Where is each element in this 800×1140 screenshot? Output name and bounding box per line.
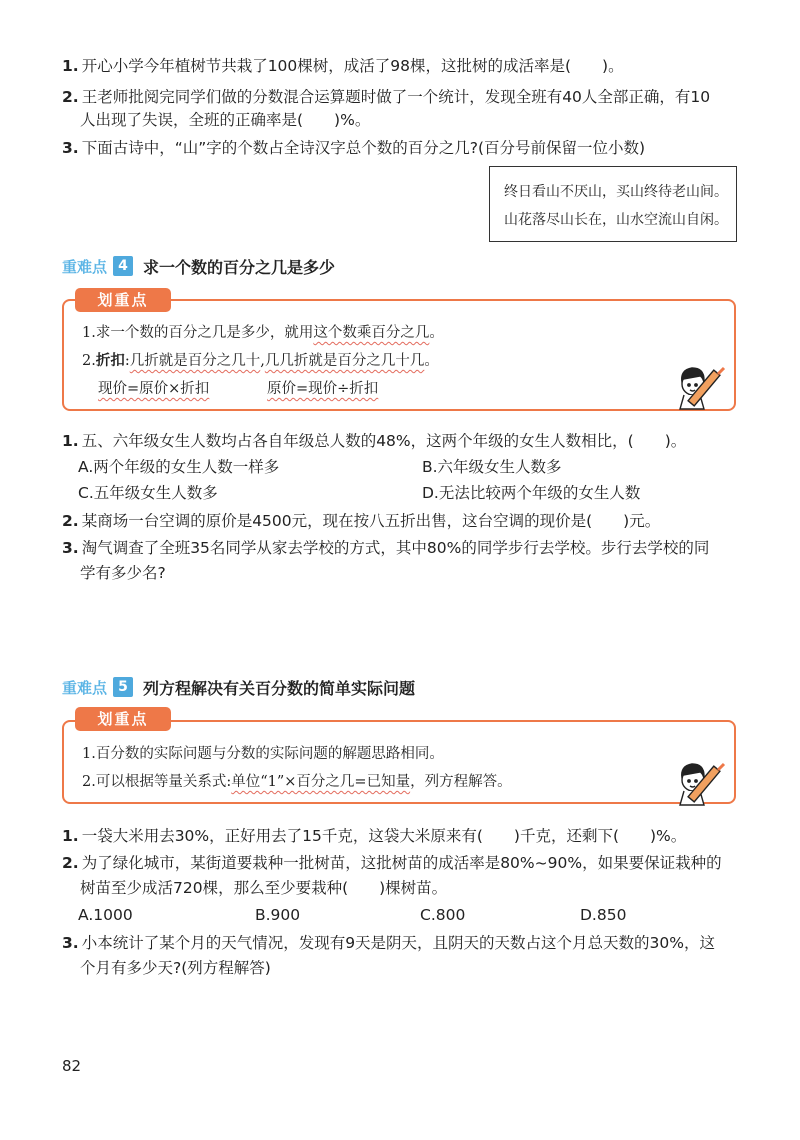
option-c: C.800 <box>420 906 466 924</box>
option-c: C.五年级女生人数多 <box>78 484 218 502</box>
s4-question-3: 3. 淘气调查了全班35名同学从家去学校的方式，其中80%的同学步行去学校。步行去学校的同 <box>62 539 710 557</box>
s5-question-2: 2. 为了绿化城市，某街道要栽种一批树苗，这批树苗的成活率是80%~90%，如果要保证栽种的 <box>62 854 722 872</box>
key-point-1: 1.求一个数的百分之几是多少，就用这个数乘百分之几。 <box>82 325 444 341</box>
formula-2: 原价=现价÷折扣 <box>267 381 379 397</box>
question-1: 1. 开心小学今年植树节共栽了100棵树，成活了98棵，这批树的成活率是( )。 <box>62 57 624 75</box>
key-point-2: 2.折扣:几折就是百分之几十,几几折就是百分之几十几。 <box>82 353 439 369</box>
question-2: 2. 王老师批阅完同学们做的分数混合运算题时做了一个统计，发现全班有40人全部正确，有10 <box>62 88 711 106</box>
option-a: A.1000 <box>78 906 133 924</box>
key-point-1: 1.百分数的实际问题与分数的实际问题的解题思路相同。 <box>82 746 444 762</box>
poem-line-1: 终日看山不厌山，买山终待老山间。 <box>504 184 728 200</box>
key-points-tab-5: 划重点 <box>75 707 171 731</box>
key-point-2: 2.可以根据等量关系式:单位“1”×百分之几=已知量，列方程解答。 <box>82 774 512 790</box>
s5-question-2-cont: 树苗至少成活720棵，那么至少要栽种( )棵树苗。 <box>80 879 448 897</box>
option-d: D.无法比较两个年级的女生人数 <box>422 484 641 502</box>
option-b: B.六年级女生人数多 <box>422 458 562 476</box>
question-3: 3. 下面古诗中，“山”字的个数占全诗汉字总个数的百分之几?(百分号前保留一位小数) <box>62 139 646 157</box>
question-2-cont: 人出现了失误，全班的正确率是( )%。 <box>80 111 371 129</box>
option-a: A.两个年级的女生人数一样多 <box>78 458 280 476</box>
s4-question-2: 2. 某商场一台空调的原价是4500元，现在按八五折出售，这台空调的现价是( )元。 <box>62 512 661 530</box>
poem-line-2: 山花落尽山长在，山水空流山自闲。 <box>504 212 728 228</box>
s4-question-1: 1. 五、六年级女生人数均占各自年级总人数的48%，这两个年级的女生人数相比，( )。 <box>62 432 687 450</box>
s5-question-3-cont: 个月有多少天?(列方程解答) <box>80 959 271 977</box>
page-number: 82 <box>62 1057 82 1075</box>
boy-with-pencil-icon <box>664 760 728 812</box>
s4-question-3-cont: 学有多少名? <box>80 564 166 582</box>
poem-box <box>489 166 737 242</box>
section-5-heading: 重难点 5 列方程解决有关百分数的简单实际问题 <box>62 678 416 698</box>
boy-with-pencil-icon <box>664 364 728 416</box>
key-points-box-4 <box>62 299 736 411</box>
option-d: D.850 <box>580 906 627 924</box>
section-number-badge: 4 <box>113 256 133 276</box>
section-number-badge: 5 <box>113 677 133 697</box>
formula-1: 现价=原价×折扣 <box>98 381 210 397</box>
option-b: B.900 <box>255 906 301 924</box>
s5-question-1: 1. 一袋大米用去30%，正好用去了15千克，这袋大米原来有( )千克，还剩下( )%。 <box>62 827 687 845</box>
section-4-heading: 重难点 4 求一个数的百分之几是多少 <box>62 257 336 277</box>
s5-question-3: 3. 小本统计了某个月的天气情况，发现有9天是阴天，且阴天的天数占这个月总天数的30%，这 <box>62 934 716 952</box>
key-points-box-5 <box>62 720 736 804</box>
key-points-tab-4: 划重点 <box>75 288 171 312</box>
